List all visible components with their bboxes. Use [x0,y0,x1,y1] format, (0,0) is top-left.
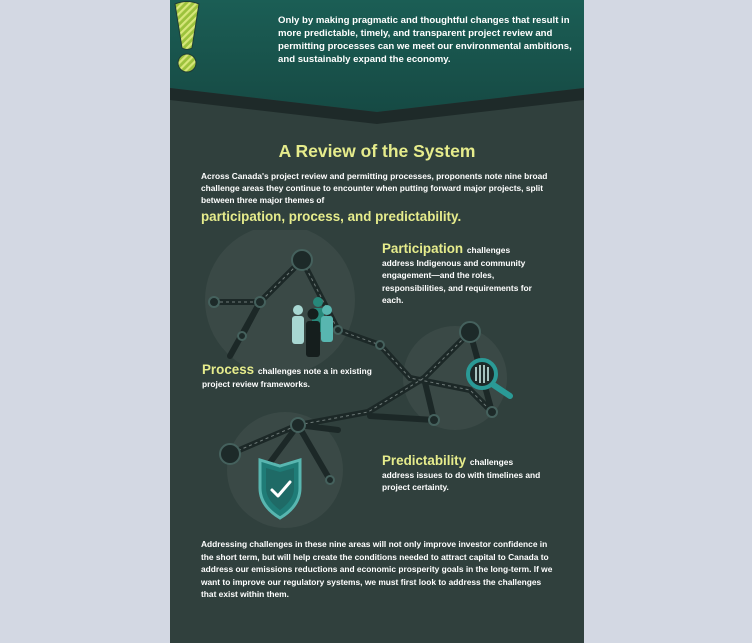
participation-heading: Participation [382,241,467,256]
network-node [487,407,497,417]
network-node [255,297,265,307]
closing-paragraph: Addressing challenges in these nine areas will not only improve investor confidence in the short term, but will help create the conditions needed to attract capital to Canada to address our emissions reductions and economic prosperity goals in the long-term. If we want to improve our regulatory systems, we must first look to address the challenges that exist within them. [201,539,553,599]
section-title: A Review of the System [278,141,476,161]
network-node [326,476,334,484]
predictability-heading: Predictability [382,453,470,468]
network-node [429,415,439,425]
intro-statement: Only by making pragmatic and thoughtful changes that result in more predictable, timely, and transparent project review and permitting processes can we meet our environmental ambitions, and sustainably expand the economy. [278,15,572,65]
exclamation-icon [170,0,204,76]
network-node [376,341,384,349]
predictability-block [382,455,542,494]
process-heading: Process [202,362,258,377]
intro-banner [170,0,584,130]
participation-body: challenges address Indigenous and community engagement—and the roles, responsibilities, and requirements for each. [382,245,532,306]
process-body: challenges note a in existing project review frameworks. [202,366,372,389]
network-node [209,297,219,307]
predictability-body: challenges address issues to do with timelines and project certainty. [382,457,541,493]
network-node [292,250,312,270]
network-node [220,444,240,464]
infographic-panel [170,0,584,643]
network-node [460,322,480,342]
themes-highlight: participation, process, and predictability. [201,209,462,224]
lead-paragraph: Across Canada's project review and permitting processes, proponents note nine broad challenge areas they continue to encounter when putting forward major projects, split between three major themes of [201,171,548,205]
process-block [202,364,380,390]
participation-block [382,243,542,307]
network-node [238,332,246,340]
network-node [334,326,342,334]
network-node [291,418,305,432]
